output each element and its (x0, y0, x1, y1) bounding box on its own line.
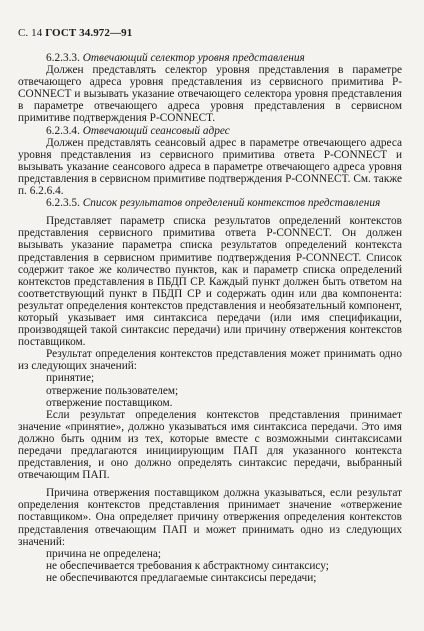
list-item: отвержение пользователем; (46, 384, 179, 397)
standard-id: ГОСТ 34.972—91 (45, 27, 133, 39)
section-heading-6-2-3-4 (18, 125, 402, 137)
list-item: не обеспечивается требования к абстрактному синтаксису; (46, 559, 329, 572)
page-header (18, 27, 402, 40)
section-paragraph: Причина отвержения поставщиком должна указываться, если результат определения контекстов представления принимает значение «отвержение поставщиком». Она определяет причину отвержения определения контекстов представления отвечающим ПАП и может принимать одно из следующих значений: (18, 487, 402, 548)
section-heading-6-2-3-3 (18, 52, 402, 64)
section-paragraph: Представляет параметр списка результатов определений контекстов представления сервисного примитива ответа P-CONNECT. Он должен вызывать указание параметра списка результатов определений контекста представления в сервисном примитиве подтверждения P-CONNECT. Список содержит такое же количество пунктов, как и параметр списка определений контекстов представления в ПБДП СР. Каждый пункт должен быть ответом на соответствующий пункт в ПБДП СР и содержать один или два компонента: результат определения контекстов представления и необязательный компонент, который указывает имя синтаксиса передачи (или имя спецификации, производящей такой синтаксис передачи) или причину отвержения контекстов поставщиком. (18, 215, 402, 349)
list-item: причина не определена; (46, 547, 162, 560)
section-heading-6-2-3-5 (18, 197, 402, 209)
section-number: 6.2.3.4. (46, 124, 80, 137)
section-number: 6.2.3.3. (46, 52, 80, 64)
section-title: Список результатов определений контекстов представления (82, 197, 381, 210)
list-item: принятие; (46, 372, 95, 385)
page-number: С. 14 (18, 27, 43, 39)
list-item: отвержение поставщиком. (46, 396, 173, 409)
section-paragraph: Если результат определения контекстов представления принимает значение «принятие», должно указываться имя синтаксиса передачи. Это имя должно быть одним из тех, которые вместе с возможными синтаксисами передачи предлагаются инициирующим ПАП для указанного контекста представления, и оно должно определять синтаксис передачи, выбранный отвечающим ПАП. (18, 408, 402, 482)
list-item: не обеспечиваются предлагаемые синтаксисы передачи; (46, 571, 317, 584)
section-paragraph: Должен представлять сеансовый адрес в параметре отвечающего адреса уровня представления из сервисного примитива ответа P-CONNECT и вызывать указание сеансового адреса в параметре отвечающего адреса уровня представления в сервисном примитиве подтверждения P-CONNECT. См. также п. 6.2.6.4. (18, 136, 402, 198)
section-title: Отвечающий селектор уровня представления (82, 52, 305, 64)
section-title: Отвечающий сеансовый адрес (82, 124, 230, 137)
section-paragraph: Результат определения контекстов представления может принимать одно из следующих значений: (18, 348, 402, 373)
section-paragraph: Должен представлять селектор уровня представления в параметре отвечающего адреса уровня представления из сервисного примитива P-CONNECT и вызывать указание отвечающего селектора уровня представления в параметре отвечающего адреса уровня представления в сервисном примитиве подтверждения P-CONNECT. (18, 64, 402, 125)
section-number: 6.2.3.5. (46, 197, 80, 210)
